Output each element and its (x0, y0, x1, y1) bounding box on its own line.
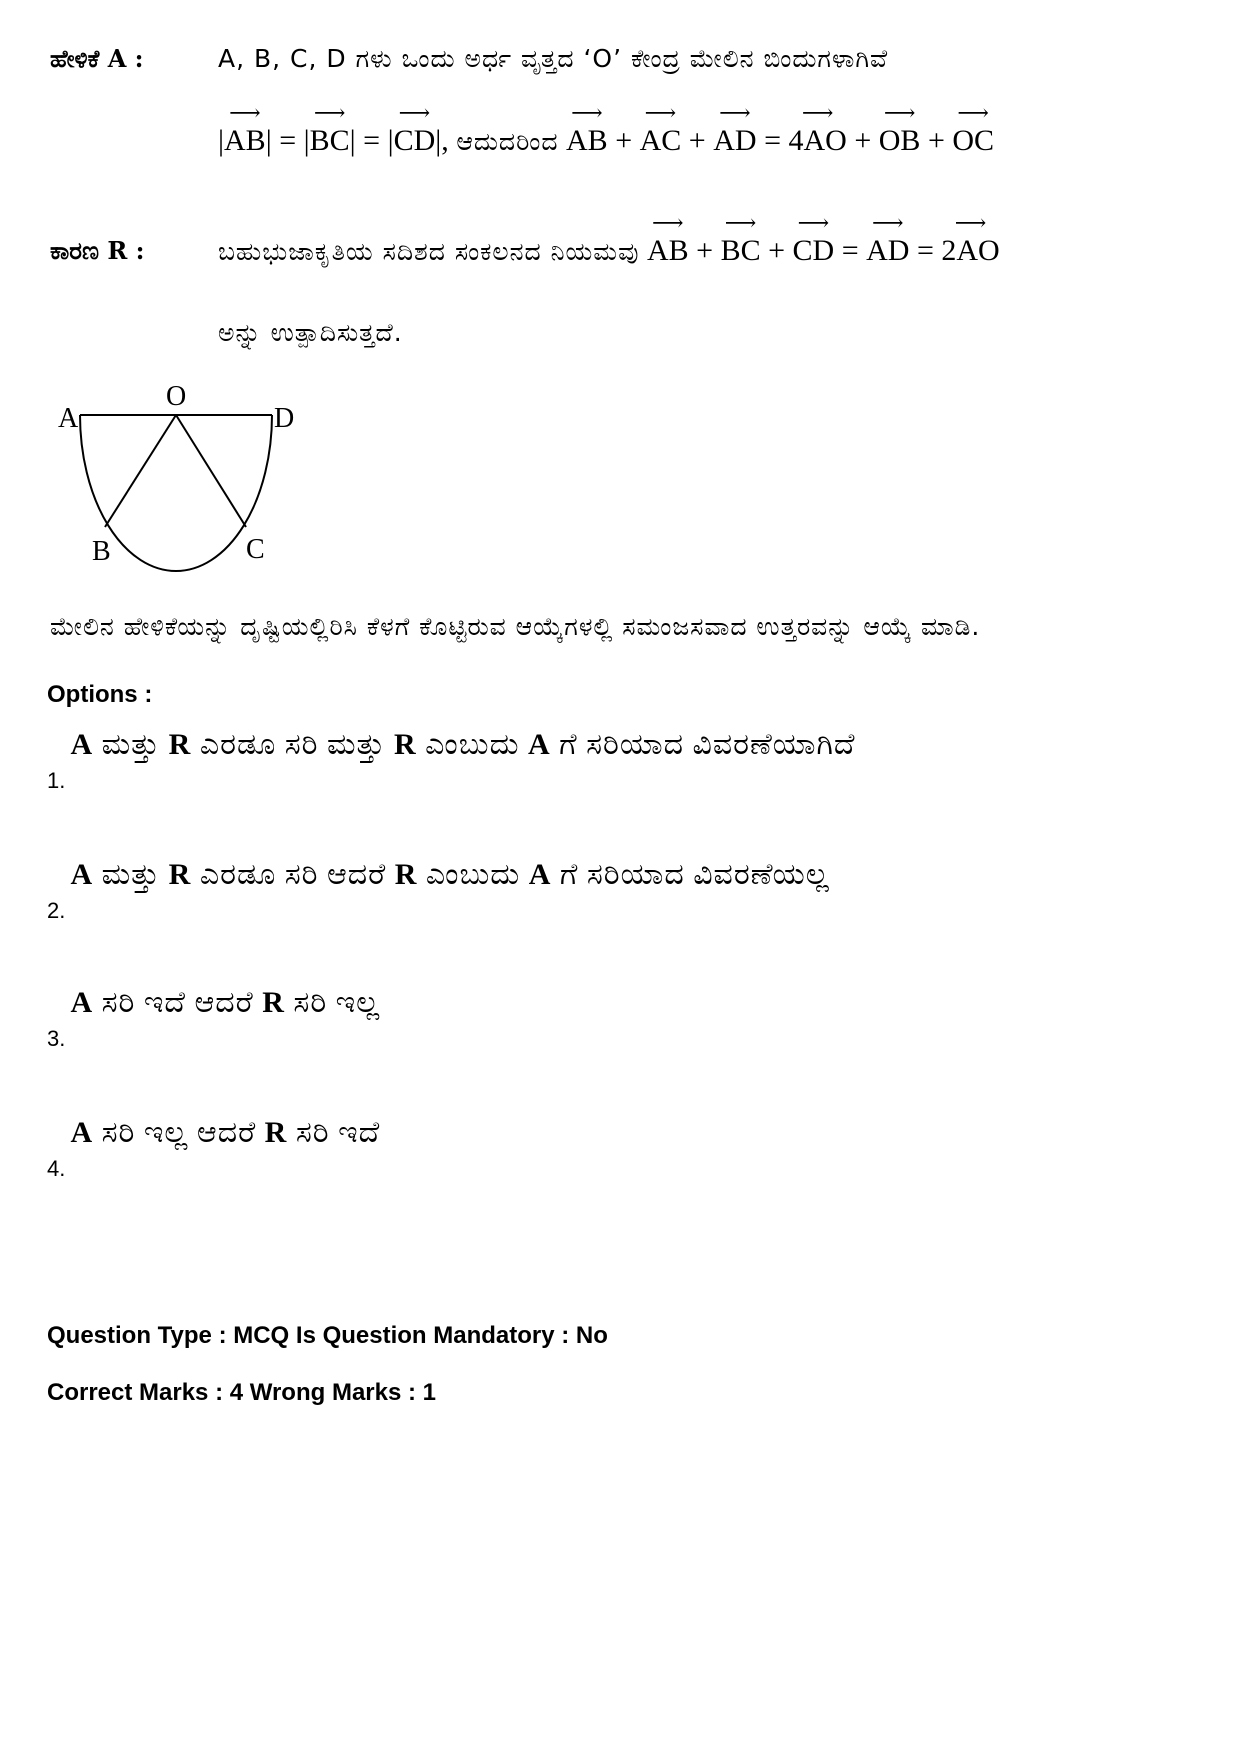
vector-bc-magnitude: ⟶ BC (310, 112, 350, 158)
reason-equation: ಬಹುಭುಜಾಕೃತಿಯ ಸದಿಶದ ಸಂಕಲನದ ನಿಯಮವು ⟶ AB + ⟶ BC + ⟶ CD = ⟶ AD = ⟶ 2AO (218, 222, 1000, 268)
statement-text: A, B, C, D ಗಳು ಒಂದು ಅರ್ಧ ವೃತ್ತದ ‘O’ ಕೇಂದ್ರ ಮೇಲಿನ ಬಿಂದುಗಳಾಗಿವೆ (218, 44, 889, 73)
vector-ab-magnitude: ⟶ AB (224, 112, 266, 158)
reason-label: ಕಾರಣ R : (50, 236, 145, 265)
option-number: 1. (47, 768, 66, 793)
statement-equation: |⟶ AB| = |⟶ BC| = |⟶ CD|, ಆದುದರಿಂದ ⟶ AB + ⟶ AC + ⟶ AD = ⟶ 4AO + ⟶ OB + ⟶ OC (218, 112, 994, 158)
question-type-line: Question Type : MCQ Is Question Mandatory : No (47, 1322, 608, 1349)
option-2[interactable] (47, 858, 830, 923)
instruction-text: ಮೇಲಿನ ಹೇಳಿಕೆಯನ್ನು ದೃಷ್ಟಿಯಲ್ಲಿರಿಸಿ ಕೆಳಗೆ ಕೊಟ್ಟಿರುವ ಆಯ್ಕೆಗಳಲ್ಲಿ ಸಮಂಜಸವಾದ ಉತ್ತರವನ್ನು ಆಯ್ಕೆ ಮಾಡಿ. (50, 612, 981, 641)
point-c-label: C (246, 534, 265, 565)
marks-line: Correct Marks : 4 Wrong Marks : 1 (47, 1379, 437, 1406)
option-number: 2. (47, 898, 66, 923)
reason-text: ಬಹುಭುಜಾಕೃತಿಯ ಸದಿಶದ ಸಂಕಲನದ ನಿಯಮವು (218, 237, 640, 266)
reason-vector-2ao: ⟶ 2AO (941, 222, 999, 268)
vector-ab: ⟶ AB (566, 112, 608, 158)
segment-ob (105, 415, 176, 527)
vector-cd-magnitude: ⟶ CD (394, 112, 436, 158)
option-text: A ಸರಿ ಇಲ್ಲ ಆದರೆ R ಸರಿ ಇದೆ (70, 1116, 381, 1149)
option-number: 3. (47, 1026, 66, 1051)
point-o-label: O (166, 381, 187, 412)
reason-text-line2: ಅನ್ನು ಉತ್ಪಾದಿಸುತ್ತದೆ. (218, 318, 403, 347)
option-text: A ಮತ್ತು R ಎರಡೂ ಸರಿ ಮತ್ತು R ಎಂಬುದು A ಗೆ ಸರಿಯಾದ ವಿವರಣೆಯಾಗಿದೆ (70, 728, 856, 761)
option-4[interactable] (47, 1116, 381, 1181)
option-1[interactable] (47, 728, 856, 793)
reason-vector-bc: ⟶ BC (721, 222, 761, 268)
reason-vector-ad: ⟶ AD (866, 222, 909, 268)
vector-4ao: ⟶ 4AO (788, 112, 846, 158)
point-b-label: B (92, 536, 111, 567)
segment-oc (176, 415, 246, 527)
vector-ad: ⟶ AD (713, 112, 756, 158)
option-text: A ಮತ್ತು R ಎರಡೂ ಸರಿ ಆದರೆ R ಎಂಬುದು A ಗೆ ಸರಿಯಾದ ವಿವರಣೆಯಲ್ಲ (70, 858, 830, 891)
semicircle-figure (40, 375, 320, 585)
statement-label: ಹೇಳಿಕೆ A : (50, 44, 144, 73)
point-d-label: D (274, 403, 295, 434)
point-a-label: A (58, 403, 79, 434)
therefore-text: ಆದುದರಿಂದ (456, 127, 559, 156)
reason-vector-cd: ⟶ CD (793, 222, 835, 268)
option-text: A ಸರಿ ಇದೆ ಆದರೆ R ಸರಿ ಇಲ್ಲ (70, 986, 381, 1019)
option-3[interactable] (47, 986, 381, 1051)
reason-vector-ab: ⟶ AB (647, 222, 689, 268)
option-number: 4. (47, 1156, 66, 1181)
vector-oc: ⟶ OC (952, 112, 994, 158)
vector-ob: ⟶ OB (879, 112, 921, 158)
vector-ac: ⟶ AC (640, 112, 682, 158)
options-heading: Options : (47, 681, 153, 708)
